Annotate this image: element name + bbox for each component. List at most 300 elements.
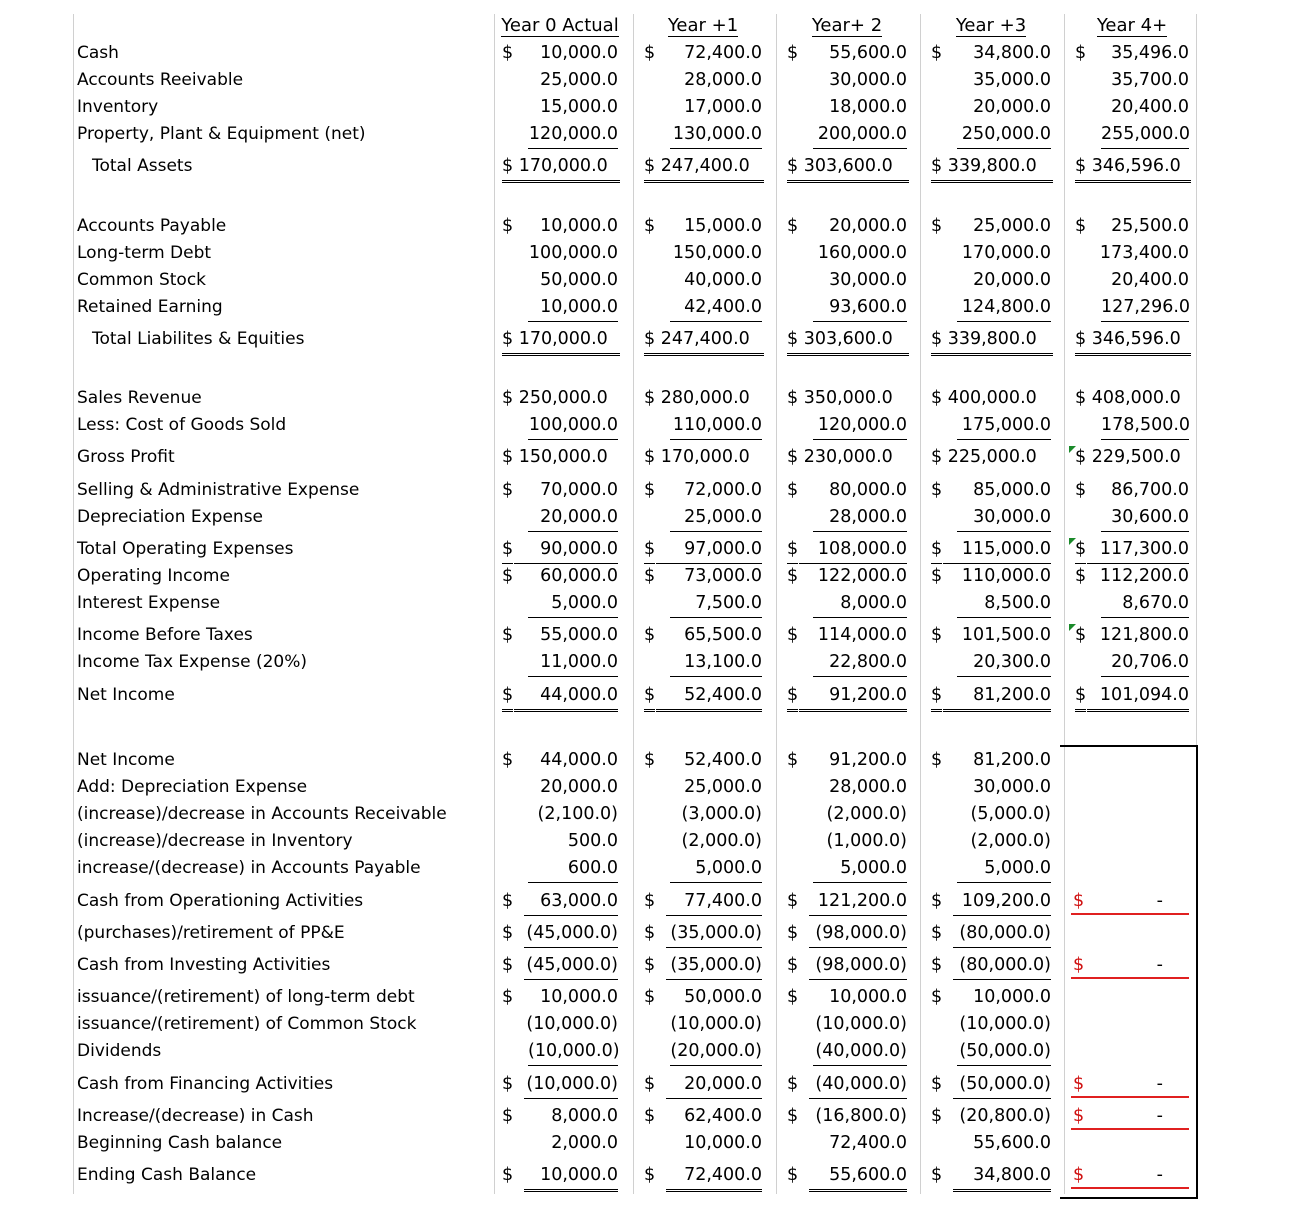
- value-cell[interactable]: [927, 477, 1055, 504]
- currency-sign: $: [502, 1074, 514, 1094]
- value-cell[interactable]: [927, 385, 1055, 412]
- value-cell[interactable]: [1071, 94, 1193, 121]
- value-cell[interactable]: [783, 121, 911, 148]
- cell-value: 40,000.0: [684, 270, 762, 290]
- currency-sign: $: [502, 566, 514, 586]
- currency-sign: $: [644, 566, 656, 586]
- cell-value: 178,500.0: [1101, 412, 1189, 440]
- row-label: Inventory: [77, 97, 159, 117]
- value-cell[interactable]: [1071, 240, 1193, 267]
- cell-value: 60,000.0: [540, 566, 618, 586]
- currency-sign: $: [502, 923, 514, 943]
- value-cell[interactable]: [1071, 153, 1193, 180]
- cell-value: 30,000.0: [973, 777, 1051, 797]
- value-cell[interactable]: [640, 412, 766, 439]
- cell-value: (50,000.0): [953, 1071, 1051, 1099]
- cell-value: 25,500.0: [1111, 216, 1189, 236]
- value-cell[interactable]: [927, 326, 1055, 353]
- cell-value: 20,300.0: [957, 649, 1051, 677]
- value-cell[interactable]: [498, 920, 622, 947]
- cell-value: $ 230,000.0: [787, 447, 893, 467]
- value-cell[interactable]: [927, 682, 1055, 709]
- row-label: Property, Plant & Equipment (net): [77, 124, 366, 144]
- row-label: Ending Cash Balance: [77, 1165, 257, 1185]
- cell-value: 114,000.0: [817, 625, 907, 645]
- value-cell[interactable]: [498, 385, 622, 412]
- currency-sign: $: [502, 625, 514, 645]
- cell-value: 20,000.0: [973, 270, 1051, 290]
- currency-sign: $: [931, 480, 943, 500]
- value-cell[interactable]: [498, 213, 622, 240]
- value-cell[interactable]: [927, 94, 1055, 121]
- header-year-2[interactable]: [783, 12, 911, 40]
- value-cell[interactable]: [783, 40, 911, 67]
- value-cell[interactable]: [927, 649, 1055, 676]
- dash-value: -: [1156, 1074, 1163, 1094]
- value-cell[interactable]: [927, 920, 1055, 947]
- year4-empty-total[interactable]: [1071, 952, 1193, 979]
- value-cell[interactable]: [783, 536, 911, 563]
- value-cell[interactable]: [1071, 682, 1193, 709]
- value-cell[interactable]: [783, 828, 911, 855]
- value-cell[interactable]: [783, 267, 911, 294]
- value-cell[interactable]: [783, 1038, 911, 1065]
- value-cell[interactable]: [640, 1071, 766, 1098]
- value-cell[interactable]: [640, 1130, 766, 1157]
- cell-value: 93,600.0: [813, 294, 907, 322]
- cell-value: 35,496.0: [1111, 43, 1189, 63]
- cell-value: 20,400.0: [1111, 97, 1189, 117]
- value-cell[interactable]: [640, 40, 766, 67]
- cell-value: (40,000.0): [813, 1038, 907, 1066]
- value-cell[interactable]: [640, 888, 766, 915]
- value-cell[interactable]: [927, 984, 1055, 1011]
- value-cell[interactable]: [1071, 504, 1193, 531]
- value-cell[interactable]: [927, 240, 1055, 267]
- value-cell[interactable]: [640, 1038, 766, 1065]
- cell-value: 8,000.0: [813, 590, 907, 618]
- year4-empty-total[interactable]: [1071, 1103, 1193, 1130]
- value-cell[interactable]: [927, 828, 1055, 855]
- value-cell[interactable]: [783, 1162, 911, 1189]
- value-cell[interactable]: [927, 412, 1055, 439]
- value-cell[interactable]: [783, 649, 911, 676]
- value-cell[interactable]: [927, 952, 1055, 979]
- value-cell[interactable]: [783, 920, 911, 947]
- cell-value: (2,000.0): [681, 831, 762, 851]
- value-cell[interactable]: [498, 326, 622, 353]
- cell-value: 52,400.0: [684, 750, 762, 770]
- value-cell[interactable]: [1071, 326, 1193, 353]
- value-cell[interactable]: [498, 67, 622, 94]
- cell-value: 130,000.0: [670, 121, 762, 149]
- row-label: Interest Expense: [77, 593, 221, 613]
- cell-value: 500.0: [567, 831, 618, 851]
- cell-value: 44,000.0: [540, 750, 618, 770]
- value-cell[interactable]: [783, 67, 911, 94]
- value-cell[interactable]: [498, 153, 622, 180]
- currency-sign: $: [931, 1106, 943, 1126]
- value-cell[interactable]: [640, 682, 766, 709]
- value-cell[interactable]: [783, 801, 911, 828]
- value-cell[interactable]: [783, 1130, 911, 1157]
- cell-value: 55,600.0: [973, 1133, 1051, 1153]
- cell-value: $ 350,000.0: [787, 388, 893, 408]
- value-cell[interactable]: [498, 412, 622, 439]
- currency-sign: $: [502, 480, 514, 500]
- cell-value: $ 303,600.0: [787, 153, 909, 183]
- table-row: [0, 747, 1290, 774]
- value-cell[interactable]: [498, 855, 622, 882]
- value-cell[interactable]: [783, 747, 911, 774]
- value-cell[interactable]: [640, 774, 766, 801]
- table-row: [0, 326, 1290, 353]
- table-row: [0, 649, 1290, 676]
- row-label: Net Income: [77, 685, 175, 705]
- value-cell[interactable]: [498, 774, 622, 801]
- value-cell[interactable]: [498, 563, 622, 590]
- value-cell[interactable]: [783, 590, 911, 617]
- value-cell[interactable]: [498, 747, 622, 774]
- cell-value: $ 400,000.0: [931, 388, 1037, 408]
- cell-value: (98,000.0): [809, 952, 907, 980]
- header-year-1[interactable]: [640, 12, 766, 40]
- cell-value: (45,000.0): [524, 920, 618, 948]
- dash-value: -: [1156, 1165, 1163, 1185]
- value-cell[interactable]: [1071, 590, 1193, 617]
- value-cell[interactable]: [640, 747, 766, 774]
- value-cell[interactable]: [927, 1130, 1055, 1157]
- value-cell[interactable]: [498, 649, 622, 676]
- value-cell[interactable]: [927, 1071, 1055, 1098]
- value-cell[interactable]: [1071, 40, 1193, 67]
- currency-sign: $: [1075, 682, 1086, 712]
- cell-value: (2,000.0): [970, 831, 1051, 851]
- currency-sign: $: [931, 216, 943, 236]
- currency-sign: $: [931, 750, 943, 770]
- value-cell[interactable]: [1071, 649, 1193, 676]
- cell-value: 110,000.0: [670, 412, 762, 440]
- value-cell[interactable]: [640, 1103, 766, 1130]
- value-cell[interactable]: [498, 1071, 622, 1098]
- value-cell[interactable]: [783, 774, 911, 801]
- value-cell[interactable]: [640, 94, 766, 121]
- year4-empty-total[interactable]: [1071, 1071, 1193, 1098]
- value-cell[interactable]: [640, 240, 766, 267]
- currency-sign: $: [502, 682, 513, 712]
- value-cell[interactable]: [927, 622, 1055, 649]
- currency-sign: $: [502, 891, 514, 911]
- cell-value: 10,000.0: [524, 1162, 618, 1192]
- currency-sign: $: [787, 682, 798, 712]
- cell-value: 20,000.0: [666, 1071, 762, 1099]
- table-row: [0, 855, 1290, 882]
- currency-sign: $: [502, 987, 514, 1007]
- cell-value: 10,000.0: [829, 987, 907, 1007]
- value-cell[interactable]: [498, 536, 622, 563]
- cell-value: 10,000.0: [540, 216, 618, 236]
- row-label: increase/(decrease) in Accounts Payable: [77, 858, 421, 878]
- value-cell[interactable]: [498, 504, 622, 531]
- value-cell[interactable]: [783, 294, 911, 321]
- value-cell[interactable]: [927, 40, 1055, 67]
- currency-sign: $: [1075, 43, 1087, 63]
- value-cell[interactable]: [498, 240, 622, 267]
- cell-value: 108,000.0: [799, 536, 907, 564]
- value-cell[interactable]: [927, 888, 1055, 915]
- value-cell[interactable]: [640, 563, 766, 590]
- cell-value: (35,000.0): [666, 920, 762, 948]
- cell-value: 175,000.0: [957, 412, 1051, 440]
- value-cell[interactable]: [783, 1071, 911, 1098]
- value-cell[interactable]: [927, 444, 1055, 471]
- value-cell[interactable]: [498, 888, 622, 915]
- currency-sign: $: [644, 987, 656, 1007]
- currency-sign: $: [644, 480, 656, 500]
- cell-value: $ 339,800.0: [931, 153, 1053, 183]
- cell-value: 73,000.0: [684, 566, 762, 586]
- value-cell[interactable]: [498, 590, 622, 617]
- table-row: [0, 984, 1290, 1011]
- row-label: Depreciation Expense: [77, 507, 264, 527]
- value-cell[interactable]: [927, 504, 1055, 531]
- value-cell[interactable]: [498, 40, 622, 67]
- cell-value: 55,600.0: [829, 43, 907, 63]
- value-cell[interactable]: [498, 622, 622, 649]
- value-cell[interactable]: [640, 590, 766, 617]
- value-cell[interactable]: [640, 153, 766, 180]
- cell-value: 52,400.0: [656, 682, 762, 712]
- value-cell[interactable]: [783, 622, 911, 649]
- cell-value: 200,000.0: [813, 121, 907, 149]
- row-label: Total Assets: [92, 156, 193, 176]
- value-cell[interactable]: [640, 622, 766, 649]
- value-cell[interactable]: [1071, 267, 1193, 294]
- value-cell[interactable]: [640, 828, 766, 855]
- value-cell[interactable]: [640, 1011, 766, 1038]
- currency-sign: $: [644, 682, 655, 712]
- header-year-3[interactable]: [927, 12, 1055, 40]
- value-cell[interactable]: [498, 294, 622, 321]
- value-cell[interactable]: [498, 1103, 622, 1130]
- cell-value: 65,500.0: [684, 625, 762, 645]
- cell-value: 15,000.0: [684, 216, 762, 236]
- value-cell[interactable]: [498, 682, 622, 709]
- value-cell[interactable]: [783, 1011, 911, 1038]
- cell-value: 117,300.0: [1087, 536, 1189, 564]
- cell-value: 72,400.0: [666, 1162, 762, 1192]
- value-cell[interactable]: [783, 682, 911, 709]
- value-cell[interactable]: [498, 801, 622, 828]
- value-cell[interactable]: [640, 326, 766, 353]
- value-cell[interactable]: [640, 477, 766, 504]
- value-cell[interactable]: [498, 267, 622, 294]
- value-cell[interactable]: [498, 444, 622, 471]
- currency-sign: $: [1075, 566, 1087, 586]
- cell-value: $ 170,000.0: [502, 326, 620, 356]
- dash-value: -: [1156, 1106, 1163, 1126]
- table-row: [0, 801, 1290, 828]
- header-year-4[interactable]: [1071, 12, 1193, 40]
- value-cell[interactable]: [498, 1038, 622, 1065]
- cell-value: 7,500.0: [670, 590, 762, 618]
- value-cell[interactable]: [927, 153, 1055, 180]
- value-cell[interactable]: [640, 855, 766, 882]
- value-cell[interactable]: [640, 801, 766, 828]
- row-label: issuance/(retirement) of long-term debt: [77, 987, 415, 1007]
- value-cell[interactable]: [783, 444, 911, 471]
- cell-value: (10,000.0): [959, 1014, 1051, 1034]
- value-cell[interactable]: [498, 477, 622, 504]
- red-underline: [1071, 1187, 1189, 1189]
- currency-sign: $: [1073, 891, 1085, 911]
- cell-value: 55,600.0: [809, 1162, 907, 1192]
- value-cell[interactable]: [1071, 294, 1193, 321]
- value-cell[interactable]: [640, 649, 766, 676]
- currency-sign: $: [787, 480, 799, 500]
- value-cell[interactable]: [783, 326, 911, 353]
- cell-value: 101,500.0: [961, 625, 1051, 645]
- row-label: Accounts Payable: [77, 216, 227, 236]
- value-cell[interactable]: [927, 1011, 1055, 1038]
- value-cell[interactable]: [927, 801, 1055, 828]
- currency-sign: $: [644, 216, 656, 236]
- value-cell[interactable]: [498, 828, 622, 855]
- value-cell[interactable]: [783, 855, 911, 882]
- cell-value: 63,000.0: [524, 888, 618, 916]
- value-cell[interactable]: [783, 412, 911, 439]
- value-cell[interactable]: [640, 67, 766, 94]
- cell-value: 20,400.0: [1111, 270, 1189, 290]
- row-label: Total Liabilites & Equities: [92, 329, 305, 349]
- value-cell[interactable]: [498, 121, 622, 148]
- cell-value: (3,000.0): [681, 804, 762, 824]
- value-cell[interactable]: [640, 920, 766, 947]
- value-cell[interactable]: [783, 952, 911, 979]
- cell-value: 13,100.0: [670, 649, 762, 677]
- value-cell[interactable]: [927, 747, 1055, 774]
- value-cell[interactable]: [927, 67, 1055, 94]
- cell-value: 101,094.0: [1087, 682, 1189, 712]
- currency-sign: $: [931, 955, 943, 975]
- currency-sign: $: [1073, 955, 1085, 975]
- value-cell[interactable]: [783, 1103, 911, 1130]
- value-cell[interactable]: [640, 504, 766, 531]
- value-cell[interactable]: [640, 213, 766, 240]
- value-cell[interactable]: [498, 984, 622, 1011]
- cell-value: 81,200.0: [943, 682, 1051, 712]
- value-cell[interactable]: [783, 385, 911, 412]
- value-cell[interactable]: [783, 213, 911, 240]
- value-cell[interactable]: [783, 563, 911, 590]
- row-label: Dividends: [77, 1041, 162, 1061]
- currency-sign: $: [644, 625, 656, 645]
- value-cell[interactable]: [1071, 444, 1193, 471]
- value-cell[interactable]: [927, 1162, 1055, 1189]
- value-cell[interactable]: [927, 536, 1055, 563]
- cell-value: (16,800.0): [815, 1106, 907, 1126]
- cell-value: (80,000.0): [953, 920, 1051, 948]
- value-cell[interactable]: [1071, 67, 1193, 94]
- value-cell[interactable]: [498, 94, 622, 121]
- cell-value: 20,000.0: [829, 216, 907, 236]
- value-cell[interactable]: [1071, 412, 1193, 439]
- value-cell[interactable]: [783, 477, 911, 504]
- cell-value: 25,000.0: [973, 216, 1051, 236]
- value-cell[interactable]: [927, 563, 1055, 590]
- value-cell[interactable]: [640, 267, 766, 294]
- header-year-0[interactable]: [494, 12, 626, 40]
- value-cell[interactable]: [783, 504, 911, 531]
- value-cell[interactable]: [498, 1162, 622, 1189]
- table-row: [0, 121, 1290, 148]
- value-cell[interactable]: [640, 1162, 766, 1189]
- value-cell[interactable]: [783, 240, 911, 267]
- currency-sign: $: [931, 891, 943, 911]
- value-cell[interactable]: [783, 94, 911, 121]
- value-cell[interactable]: [640, 294, 766, 321]
- cell-value: 35,700.0: [1111, 70, 1189, 90]
- cell-value: $ 247,400.0: [644, 326, 764, 356]
- value-cell[interactable]: [927, 1103, 1055, 1130]
- currency-sign: $: [502, 750, 514, 770]
- value-cell[interactable]: [927, 121, 1055, 148]
- value-cell[interactable]: [1071, 477, 1193, 504]
- cell-value: $ 346,596.0: [1075, 326, 1191, 356]
- value-cell[interactable]: [1071, 213, 1193, 240]
- value-cell[interactable]: [927, 774, 1055, 801]
- cell-value: 10,000.0: [973, 987, 1051, 1007]
- table-row: [0, 67, 1290, 94]
- value-cell[interactable]: [927, 267, 1055, 294]
- header-label: Year +1: [667, 15, 739, 36]
- value-cell[interactable]: [498, 1011, 622, 1038]
- cell-value: 127,296.0: [1101, 294, 1189, 322]
- currency-sign: $: [644, 750, 656, 770]
- value-cell[interactable]: [1071, 385, 1193, 412]
- cell-value: 34,800.0: [953, 1162, 1051, 1192]
- value-cell[interactable]: [1071, 536, 1193, 563]
- cell-value: (1,000.0): [826, 831, 907, 851]
- value-cell[interactable]: [498, 1130, 622, 1157]
- value-cell[interactable]: [498, 952, 622, 979]
- value-cell[interactable]: [640, 952, 766, 979]
- value-cell[interactable]: [640, 385, 766, 412]
- value-cell[interactable]: [783, 153, 911, 180]
- value-cell[interactable]: [927, 294, 1055, 321]
- cell-value: $ 229,500.0: [1075, 447, 1181, 467]
- table-row: [0, 240, 1290, 267]
- value-cell[interactable]: [927, 590, 1055, 617]
- value-cell[interactable]: [640, 121, 766, 148]
- value-cell[interactable]: [927, 855, 1055, 882]
- value-cell[interactable]: [1071, 563, 1193, 590]
- value-cell[interactable]: [640, 536, 766, 563]
- cell-value: (50,000.0): [957, 1038, 1051, 1066]
- value-cell[interactable]: [1071, 121, 1193, 148]
- year4-empty-total[interactable]: [1071, 888, 1193, 915]
- value-cell[interactable]: [927, 1038, 1055, 1065]
- value-cell[interactable]: [927, 213, 1055, 240]
- value-cell[interactable]: [640, 444, 766, 471]
- value-cell[interactable]: [640, 984, 766, 1011]
- cell-value: $ 247,400.0: [644, 153, 764, 183]
- value-cell[interactable]: [783, 984, 911, 1011]
- currency-sign: $: [502, 1106, 514, 1126]
- value-cell[interactable]: [783, 888, 911, 915]
- year4-empty-total[interactable]: [1071, 1162, 1193, 1189]
- value-cell[interactable]: [1071, 622, 1193, 649]
